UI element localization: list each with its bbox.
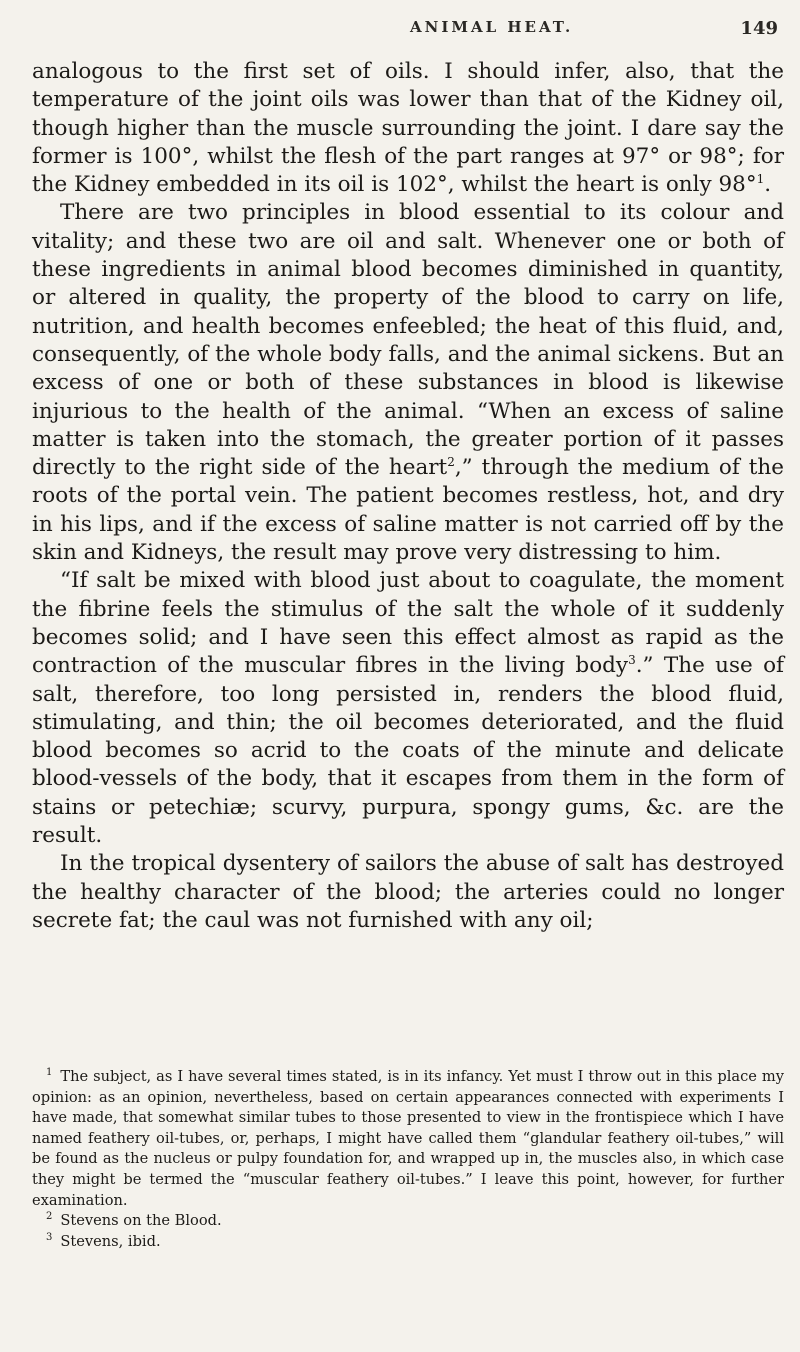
paragraph [32, 567, 784, 850]
footnote [32, 1067, 784, 1211]
footnote-text: The subject, as I have several times stated, is in its infancy. Yet must I throw out in this place my opinion: as an opinion, nevertheless, based on certain appearances connected with experiments I have made, that somewhat similar tubes to those presented to view in the frontispiece which I have named feathery oil-tubes, or, perhaps, I might have called them “glandular feathery oil-tubes,” will be found as the nucleus or pulpy foundation for, and wrapped up in, the muscles also, in which case they might be termed the “muscular feathery oil-tubes.” I leave this point, however, for further examination. [32, 1068, 784, 1209]
paragraph-text: In the tropical dysentery of sailors the abuse of salt has destroyed the healthy character of the blood; the arteries could no longer secrete fat; the caul was not furnished with any oil; [32, 851, 784, 933]
footnote-ref: 3 [628, 653, 636, 668]
main-text [32, 58, 784, 935]
page-header [0, 16, 800, 48]
footnote-text: Stevens, ibid. [60, 1232, 161, 1250]
page-number: 149 [740, 18, 778, 39]
paragraph [32, 199, 784, 567]
paragraph-text: “If salt be mixed with blood just about to coagulate, the moment the fibrine feels the stimulus of the salt the whole of it suddenly becomes solid; and I have seen this effect almost as rapid as the contraction of the muscular fibres in the living body [32, 568, 784, 679]
footnote-mark: 2 [46, 1211, 53, 1223]
paragraph-text: There are two principles in blood essential to its colour and vitality; and these two are oil and salt. Whenever one or both of these ingredients in animal blood becomes diminished in quantity, or altered in quality, the property of the blood to carry on life, nutrition, and health becomes enfeebled; the heat of this fluid, and, consequently, of the whole body falls, and the animal sickens. But an excess of one or both of these substances in blood is likewise injurious to the health of the animal. “When an excess of saline matter is taken into the stomach, the greater portion of it passes directly to the right side of the heart [32, 200, 784, 481]
paragraph [32, 850, 784, 935]
footnote-mark: 3 [46, 1231, 53, 1243]
footnote [32, 1232, 784, 1253]
footnote-ref: 2 [447, 455, 455, 469]
footnote-ref: 1 [756, 172, 765, 187]
paragraph-tail: ,” through the medium of the roots of the portal vein. The patient becomes restless, hot, and dry in his lips, and if the excess of saline matter is not carried off by the skin and Kidneys, the result may prove very distressing to him. [32, 455, 784, 566]
paragraph-text: analogous to the first set of oils. I should infer, also, that the temperature of the joint oils was lower than that of the Kidney oil, though higher than the muscle surrounding the joint. I dare say the former is 100°, whilst the flesh of the part ranges at 97° or 98°; for the Kidney embedded in its oil is 102°, whilst the heart is only 98° [32, 59, 784, 198]
paragraph [32, 58, 784, 199]
footnote-mark: 1 [46, 1067, 53, 1079]
running-head: ANIMAL HEAT. [410, 18, 574, 36]
footnote [32, 1211, 784, 1232]
footnotes [32, 1067, 784, 1252]
paragraph-tail: . [764, 172, 772, 198]
footnote-text: Stevens on the Blood. [60, 1212, 222, 1230]
paragraph-tail: .” The use of salt, therefore, too long persisted in, renders the blood fluid, stimulating, and thin; the oil becomes deteriorated, and the fluid blood becomes so acrid to the coats of the minute and delicate blood-vessels of the body, that it escapes from them in the form of stains or petechiæ; scurvy, purpura, spongy gums, &c. are the result. [32, 653, 785, 849]
